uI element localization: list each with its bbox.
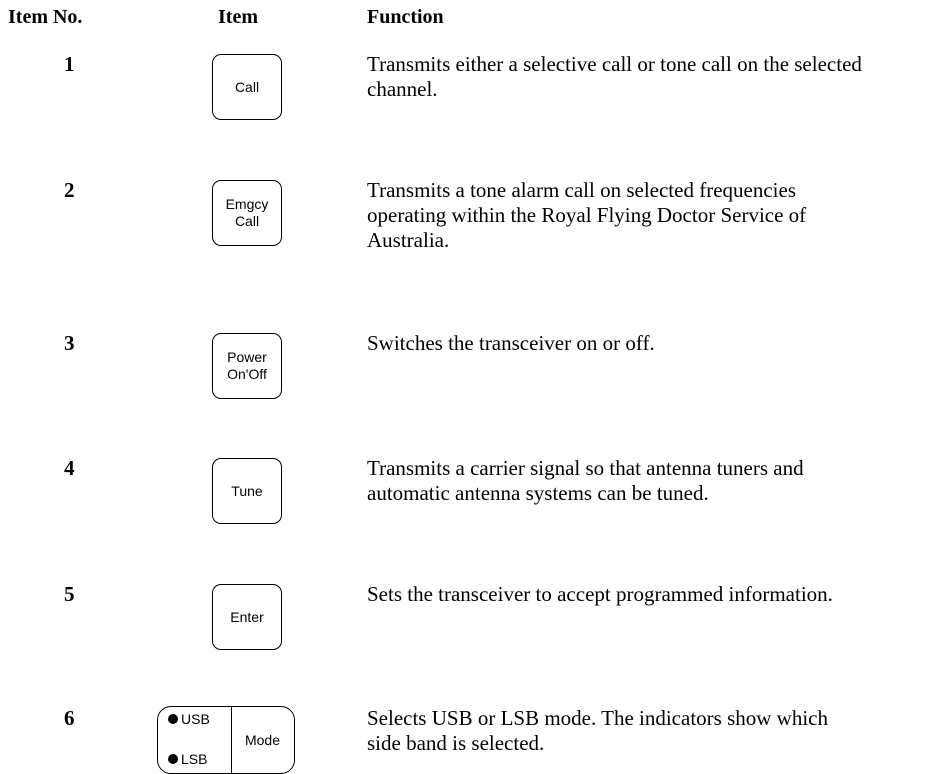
item-number: 6 [64, 706, 75, 730]
mode-label: Mode [244, 732, 281, 748]
item-number: 2 [64, 178, 75, 202]
key-label: Tune [231, 482, 263, 499]
enter-key [212, 584, 282, 650]
item-number: 1 [64, 52, 75, 76]
function-description: Switches the transceiver on or off. [367, 331, 655, 355]
function-description: Transmits a tone alarm call on selected frequencies operating within the Royal Flying Doctor Service of Australia. [367, 178, 807, 252]
lsb-indicator [168, 751, 207, 767]
item-number: 5 [64, 582, 75, 606]
key-label-line-1: Emgcy [225, 196, 269, 212]
key-label: Call [234, 78, 260, 95]
key-label-line-2: On'Off [227, 366, 267, 382]
header-item: Item [218, 6, 258, 28]
item-number: 3 [64, 331, 75, 355]
emergency-call-key [212, 180, 282, 246]
key-label: Enter [230, 608, 264, 625]
item-number: 4 [64, 456, 75, 480]
function-description: Transmits a carrier signal so that antenna tuners and automatic antenna systems can be tuned. [367, 456, 804, 505]
call-key [212, 54, 282, 120]
function-description: Selects USB or LSB mode. The indicators show which side band is selected. [367, 706, 828, 755]
key-label-line-1: Power [227, 349, 267, 365]
indicator-label: LSB [181, 751, 208, 767]
indicator-dot-icon [168, 754, 178, 764]
header-function: Function [367, 6, 444, 28]
mode-key [157, 706, 295, 774]
usb-indicator [168, 711, 210, 727]
header-item-no: Item No. [8, 6, 83, 28]
indicator-label: USB [181, 711, 210, 727]
power-key [212, 333, 282, 399]
function-description: Sets the transceiver to accept programmed information. [367, 582, 833, 606]
tune-key [212, 458, 282, 524]
function-description: Transmits either a selective call or tone call on the selected channel. [367, 52, 862, 101]
indicator-dot-icon [168, 714, 178, 724]
key-label-line-2: Call [234, 213, 260, 229]
